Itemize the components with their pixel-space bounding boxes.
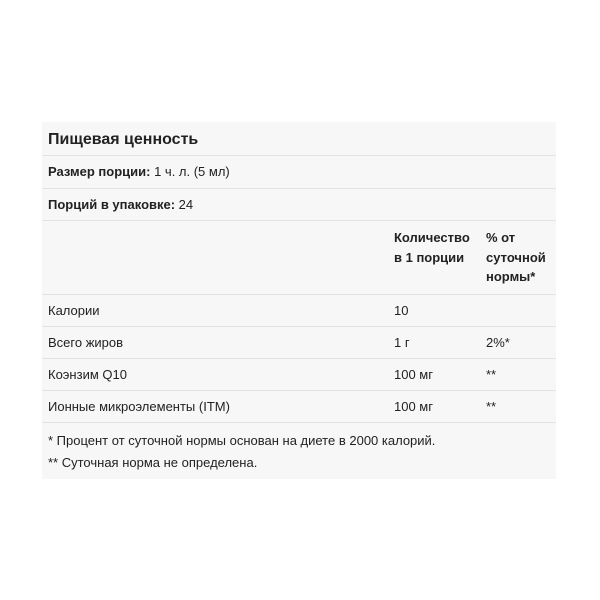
panel-title: Пищевая ценность	[48, 131, 199, 148]
nutrient-row	[42, 391, 556, 423]
daily-value-header-line-1: % от	[486, 230, 516, 245]
serving-size	[48, 162, 230, 182]
nutrient-daily-value: **	[486, 367, 497, 382]
daily-value-header-line-3: нормы*	[486, 269, 536, 284]
nutrient-amount: 100 мг	[394, 367, 433, 382]
nutrient-amount: 10	[394, 303, 409, 318]
nutrient-name: Всего жиров	[48, 335, 124, 350]
nutrient-amount: 1 г	[394, 335, 410, 350]
amount-header-line-2: в 1 порции	[394, 249, 465, 265]
nutrient-amount: 100 мг	[394, 399, 433, 414]
daily-value-column-header	[486, 228, 546, 287]
panel-title-row	[42, 122, 556, 156]
servings-per-container-value: 24	[175, 197, 194, 212]
nutrient-row	[42, 295, 556, 327]
nutrient-row	[42, 327, 556, 359]
daily-value-header-line-2: суточной	[486, 249, 546, 265]
servings-per-container-label: Порций в упаковке:	[48, 197, 176, 212]
servings-per-container	[48, 195, 193, 215]
nutrient-name: Калории	[48, 303, 100, 318]
amount-column-header	[394, 228, 470, 267]
footnote-daily-value: * Процент от суточной нормы основан на диете в 2000 калорий.	[48, 433, 436, 448]
footnotes	[42, 423, 556, 479]
nutrition-facts-panel	[42, 122, 556, 479]
serving-size-row	[42, 156, 556, 189]
column-header-row	[42, 221, 556, 295]
servings-per-container-row	[42, 189, 556, 221]
amount-header-line-1: Количество	[394, 230, 470, 245]
serving-size-value: 1 ч. л. (5 мл)	[150, 164, 230, 179]
nutrient-daily-value: **	[486, 399, 497, 414]
serving-size-label: Размер порции:	[48, 164, 151, 179]
nutrient-name: Коэнзим Q10	[48, 367, 127, 382]
nutrient-name: Ионные микроэлементы (ITM)	[48, 399, 230, 414]
nutrient-daily-value: 2%*	[486, 335, 510, 350]
footnote-not-established: ** Суточная норма не определена.	[48, 455, 258, 470]
nutrient-row	[42, 359, 556, 391]
